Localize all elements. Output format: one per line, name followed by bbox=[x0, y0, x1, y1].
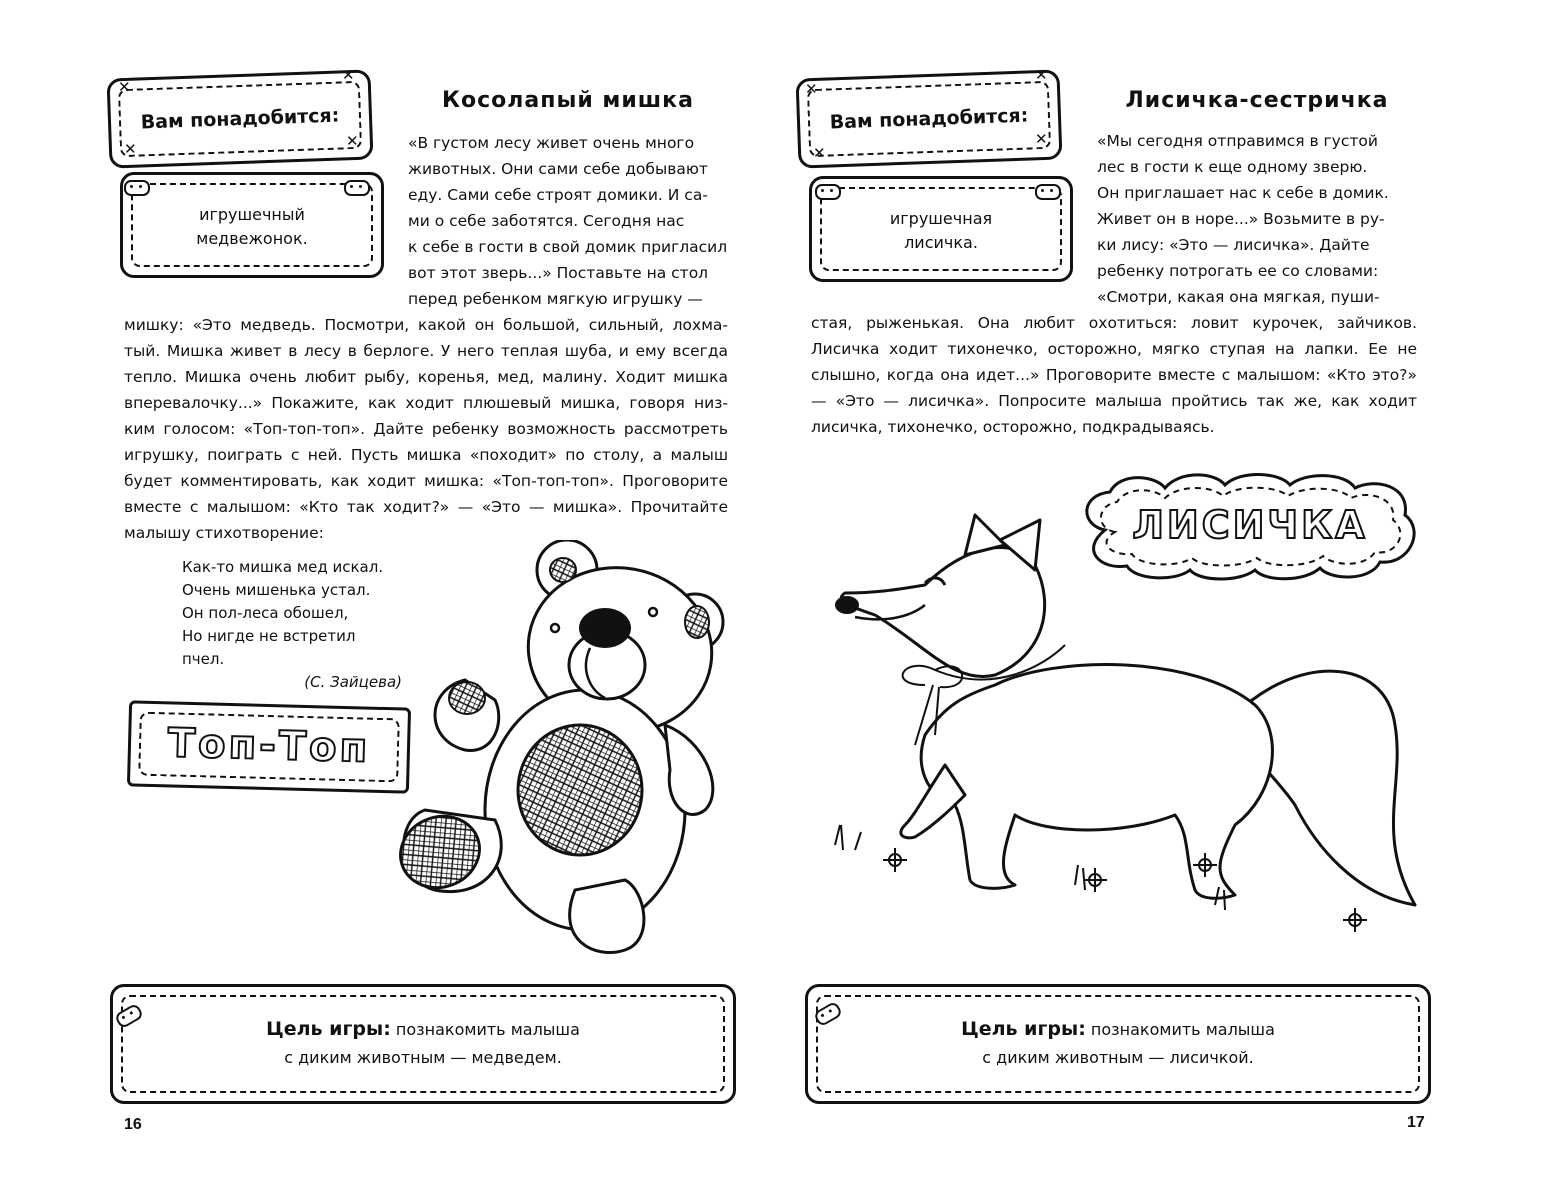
text-line: «Смотри, какая она мягкая, пуши- bbox=[1097, 288, 1380, 306]
poem-line: Он пол-леса обошел, bbox=[182, 604, 349, 622]
button-icon bbox=[344, 180, 370, 196]
poem-line: Но нигде не встретил пчел. bbox=[182, 627, 356, 668]
poem bbox=[182, 556, 402, 694]
stitch-cross-icon: ✕ bbox=[805, 80, 818, 98]
text-line: «Мы сегодня отправимся в густой bbox=[1097, 132, 1378, 150]
goal-box bbox=[805, 984, 1431, 1104]
text-line: «В густом лесу живет очень много bbox=[408, 134, 695, 152]
poem-line: Как-то мишка мед искал. bbox=[182, 558, 384, 576]
text-line: животных. Они сами себе добывают bbox=[408, 160, 708, 178]
badge-text: Топ-Топ bbox=[167, 720, 371, 772]
intro-text bbox=[1097, 128, 1417, 310]
fox-illustration bbox=[815, 505, 1435, 955]
need-item: игрушечный медвежонок. bbox=[196, 205, 308, 248]
page-number: 17 bbox=[1407, 1114, 1425, 1131]
goal-line1: познакомить малыша bbox=[1090, 1020, 1275, 1039]
stitch-cross-icon: ✕ bbox=[1035, 130, 1048, 148]
stitch-cross-icon: ✕ bbox=[124, 140, 137, 158]
button-icon bbox=[815, 184, 841, 200]
stitch-cross-icon: ✕ bbox=[342, 66, 355, 84]
intro-text bbox=[408, 130, 728, 312]
text-line: Живет он в норе...» Возьмите в ру- bbox=[1097, 210, 1385, 228]
page-title: Лисичка-сестричка bbox=[1125, 88, 1389, 113]
text-line: вот этот зверь...» Поставьте на стол bbox=[408, 264, 709, 282]
text-line: к себе в гости в свой домик пригласил bbox=[408, 238, 728, 256]
stitch-cross-icon: ✕ bbox=[118, 78, 131, 96]
page-title: Косолапый мишка bbox=[442, 88, 694, 113]
goal-line2: с диким животным — медведем. bbox=[284, 1048, 562, 1067]
stitch-cross-icon: ✕ bbox=[813, 144, 826, 162]
stitch-cross-icon: ✕ bbox=[346, 132, 359, 150]
poem-author: (С. Зайцева) bbox=[304, 673, 402, 691]
body-text: мишку: «Это медведь. Посмотри, какой он большой, сильный, лохма-тый. Мишка живет в лесу в берлоге. У него теплая шуба, и ему всегда тепло. Мишка очень любит рыбу, коренья, мед, малину. Ходит мишка вперевалочку...» Покажите, как ходит плюшевый мишка, говоря низ-ким голосом: «Топ-топ-топ». Дайте ребенку возможность рассмотреть игрушку, поиграть с ней. Пусть мишка «походит» по столу, а малыш будет комментировать, как ходит мишка: «Топ-топ-топ». Проговорите вместе с малышом: «Кто так ходит?» — «Это — мишка». Прочитайте малышу стихотворение: bbox=[124, 316, 728, 542]
text-line: перед ребенком мягкую игрушку — bbox=[408, 290, 703, 308]
goal-line2: с диким животным — лисичкой. bbox=[982, 1048, 1254, 1067]
left-page bbox=[0, 0, 775, 1192]
button-icon bbox=[1035, 184, 1061, 200]
text-line: ки лису: «Это — лисичка». Дайте bbox=[1097, 236, 1370, 254]
need-label: Вам понадобится: bbox=[829, 104, 1029, 134]
teddy-bear-illustration bbox=[385, 540, 725, 965]
need-label: Вам понадобится: bbox=[140, 104, 340, 134]
right-page bbox=[775, 0, 1551, 1192]
need-label-box bbox=[107, 69, 374, 168]
goal-label: Цель игры: bbox=[266, 1018, 391, 1040]
need-item: игрушечная лисичка. bbox=[889, 209, 993, 252]
text-line: еду. Сами себе строят домики. И са- bbox=[408, 186, 708, 204]
goal-box bbox=[110, 984, 736, 1104]
need-label-box bbox=[796, 69, 1063, 168]
body-text: стая, рыженькая. Она любит охотиться: ловит курочек, зайчиков. Лисичка ходит тихонечко, осторожно, мягко ступая на лапки. Ее не слышно, когда она идет...» Проговорите вместе с малышом: «Кто это?» — «Это — лисичка». Попросите малыша пройтись так же, как ходит лисичка, тихонечко, осторожно, подкрадываясь. bbox=[811, 314, 1417, 436]
text-line: ребенку потрогать ее со словами: bbox=[1097, 262, 1379, 280]
goal-text bbox=[808, 1015, 1428, 1072]
badge-text: ЛИСИЧКА bbox=[1132, 503, 1368, 547]
text-line: Он приглашает нас к себе в домик. bbox=[1097, 184, 1389, 202]
goal-label: Цель игры: bbox=[961, 1018, 1086, 1040]
button-icon bbox=[124, 180, 150, 196]
text-line: ми о себе заботятся. Сегодня нас bbox=[408, 212, 685, 230]
goal-text bbox=[113, 1015, 733, 1072]
page-number: 16 bbox=[124, 1116, 142, 1133]
goal-line1: познакомить малыша bbox=[395, 1020, 580, 1039]
top-top-badge bbox=[127, 700, 411, 793]
stitch-cross-icon: ✕ bbox=[1035, 66, 1048, 84]
need-item-box bbox=[809, 176, 1073, 282]
poem-line: Очень мишенька устал. bbox=[182, 581, 371, 599]
text-line: лес в гости к еще одному зверю. bbox=[1097, 158, 1368, 176]
